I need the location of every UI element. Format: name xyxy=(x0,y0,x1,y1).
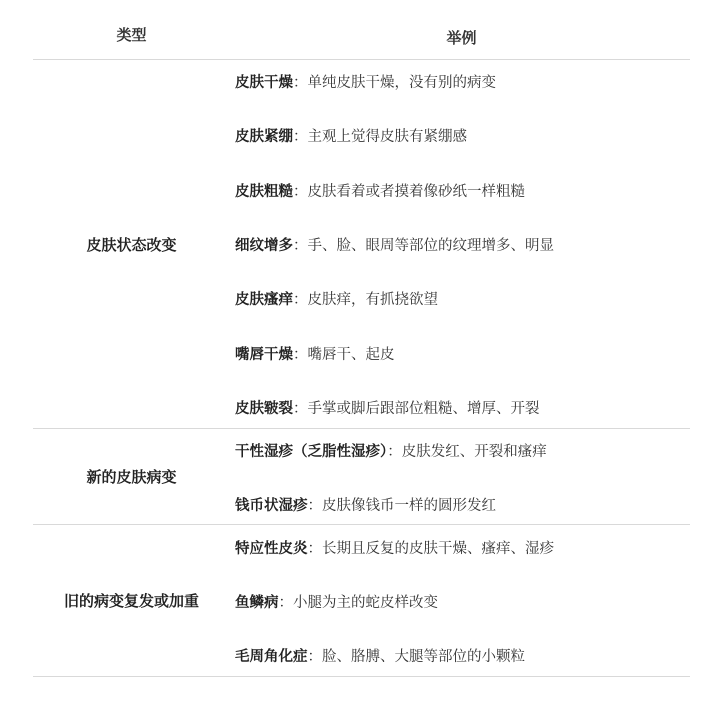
item-term: 皮肤紧绷 xyxy=(235,129,293,145)
list-item xyxy=(235,345,395,365)
item-term: 皮肤粗糙 xyxy=(235,184,293,200)
item-desc: ：长期且反复的皮肤干燥、瘙痒、湿疹 xyxy=(307,541,554,557)
item-desc: ：手、脸、眼周等部位的纹理增多、明显 xyxy=(293,238,554,254)
table-row-skin-condition-change xyxy=(33,60,690,429)
list-item xyxy=(235,496,496,516)
item-term: 皮肤干燥 xyxy=(235,75,293,91)
table-header xyxy=(33,0,690,60)
item-term: 特应性皮炎 xyxy=(235,541,308,557)
item-desc: ：皮肤看着或者摸着像砂纸一样粗糙 xyxy=(293,184,525,200)
item-desc: ：小腿为主的蛇皮样改变 xyxy=(278,595,438,611)
header-example: 举例 xyxy=(446,29,477,47)
type-cell: 新的皮肤病变 xyxy=(86,468,177,486)
item-term: 细纹增多 xyxy=(235,238,293,254)
item-desc: ：嘴唇干、起皮 xyxy=(293,347,395,363)
item-term: 干性湿疹（乏脂性湿疹） xyxy=(235,444,388,460)
table-row-new-lesions xyxy=(33,429,690,525)
list-item xyxy=(235,442,547,462)
item-term: 皮肤皲裂 xyxy=(235,401,293,417)
item-term: 钱币状湿疹 xyxy=(235,498,308,514)
list-item xyxy=(235,647,525,667)
item-term: 皮肤瘙痒 xyxy=(235,292,293,308)
list-item xyxy=(235,127,467,147)
item-term: 鱼鳞病 xyxy=(235,595,279,611)
type-cell: 皮肤状态改变 xyxy=(86,235,177,254)
header-type: 类型 xyxy=(116,26,147,44)
item-desc: ：单纯皮肤干燥，没有别的病变 xyxy=(293,75,496,91)
item-desc: ：手掌或脚后跟部位粗糙、增厚、开裂 xyxy=(293,401,540,417)
item-desc: ：皮肤像钱币一样的圆形发红 xyxy=(307,498,496,514)
list-item xyxy=(235,290,438,310)
list-item xyxy=(235,399,540,419)
item-desc: ：主观上觉得皮肤有紧绷感 xyxy=(293,129,467,145)
list-item xyxy=(235,236,554,256)
item-desc: ：脸、胳膊、大腿等部位的小颗粒 xyxy=(307,649,525,665)
table-row-recurrence xyxy=(33,525,690,677)
item-desc: ：皮肤发红、开裂和瘙痒 xyxy=(387,444,547,460)
list-item xyxy=(235,593,438,613)
symptom-table xyxy=(33,0,690,677)
item-term: 嘴唇干燥 xyxy=(235,347,293,363)
item-desc: ：皮肤痒，有抓挠欲望 xyxy=(293,292,438,308)
type-cell: 旧的病变复发或加重 xyxy=(63,592,199,610)
list-item xyxy=(235,182,525,202)
list-item xyxy=(235,73,496,93)
item-term: 毛周角化症 xyxy=(235,649,308,665)
list-item xyxy=(235,539,554,559)
